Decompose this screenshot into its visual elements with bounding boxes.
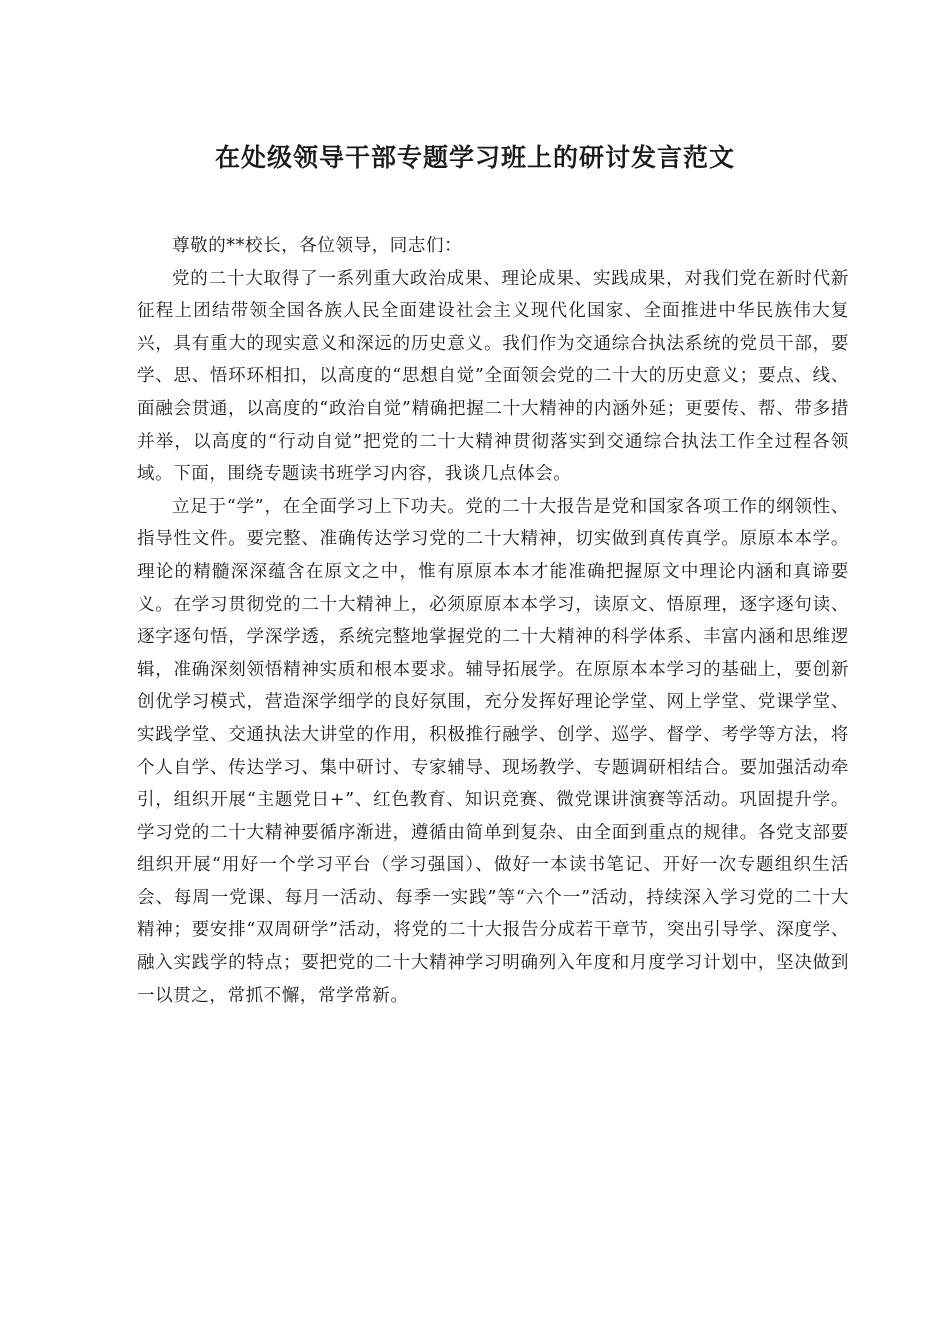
study-section-paragraph: 立足于“学”，在全面学习上下功夫。党的二十大报告是党和国家各项工作的纲领性、指导性文件。要完整、准确传达学习党的二十大精神，切实做到真传真学。原原本本学。理论的精髓深深蕴含在原文之中，惟有原原本本才能准确把握原文中理论内涵和真谛要义。在学习贯彻党的二十大精神上，必须原原本本学习，读原文、悟原理，逐字逐句读、逐字逐句悟，学深学透，系统完整地掌握党的二十大精神的科学体系、丰富内涵和思维逻辑，准确深刻领悟精神实质和根本要求。辅导拓展学。在原原本本学习的基础上，要创新创优学习模式，营造深学细学的良好氛围，充分发挥好理论学堂、网上学堂、党课学堂、实践学堂、交通执法大讲堂的作用，积极推行融学、创学、巡学、督学、考学等方法，将个人自学、传达学习、集中研讨、专家辅导、现场教学、专题调研相结合。要加强活动牵引，组织开展“主题党日+”、红色教育、知识竞赛、微党课讲演赛等活动。巩固提升学。学习党的二十大精神要循序渐进，遵循由简单到复杂、由全面到重点的规律。各党支部要组织开展“用好一个学习平台（学习强国）、做好一本读书笔记、开好一次专题组织生活会、每周一党课、每月一活动、每季一实践”等“六个一”活动，持续深入学习党的二十大精神；要安排“双周研学”活动，将党的二十大报告分成若干章节，突出引导学、深度学、融入实践学的特点；要把党的二十大精神学习明确列入年度和月度学习计划中，坚决做到一以贯之，常抓不懈，常学常新。 [137,496,849,1006]
document-title: 在处级领导干部专题学习班上的研讨发言范文 [214,143,735,172]
intro-paragraph: 党的二十大取得了一系列重大政治成果、理论成果、实践成果，对我们党在新时代新征程上团结带领全国各族人民全面建设社会主义现代化国家、全面推进中华民族伟大复兴，具有重大的现实意义和深远的历史意义。我们作为交通综合执法系统的党员干部，要学、思、悟环环相扣，以高度的“思想自觉”全面领会党的二十大的历史意义；要点、线、面融会贯通，以高度的“政治自觉”精确把握二十大精神的内涵外延；更要传、帮、带多措并举，以高度的“行动自觉”把党的二十大精神贯彻落实到交通综合执法工作全过程各领域。下面，围绕专题读书班学习内容，我谈几点体会。 [137,268,849,485]
salutation-paragraph: 尊敬的**校长，各位领导，同志们： [172,236,463,256]
document-body [137,230,849,1012]
